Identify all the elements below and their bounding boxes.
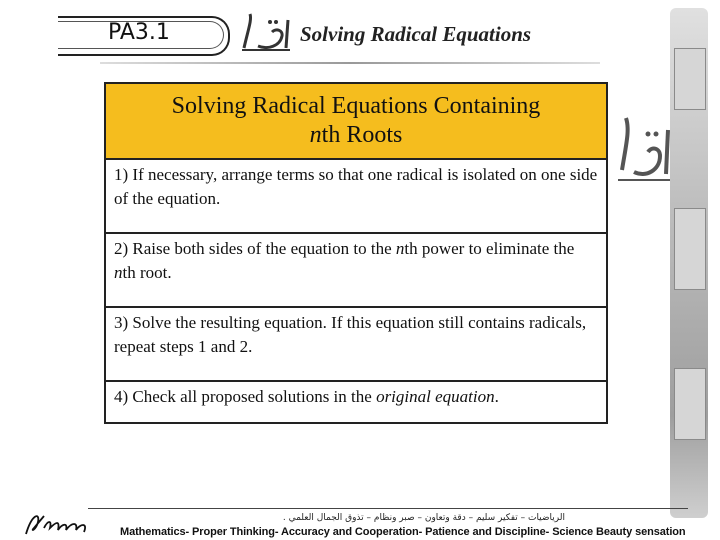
heading-line2 (106, 121, 606, 150)
step-row (106, 308, 606, 382)
footer-arabic-text: الرياضيات – تفكير سليم – دقة وتعاون – صبر ونظام – تذوق الجمال العلمي . (282, 513, 565, 523)
steps-panel (104, 82, 608, 424)
footer-english-text: Mathematics- Proper Thinking- Accuracy and Cooperation- Patience and Discipline- Science Beauty sensation (120, 526, 686, 538)
heading-line2-rest: th Roots (321, 122, 403, 148)
panel-heading (106, 84, 606, 160)
footer-divider (88, 508, 688, 509)
page-title: Solving Radical Equations (300, 22, 532, 46)
step-4-text: 4) Check all proposed solutions in the original equation. (114, 387, 499, 406)
step-3-text: 3) Solve the resulting equation. If this equation still contains radicals, repeat steps 1 and 2. (114, 313, 587, 356)
lesson-code: PA3.1 (108, 20, 170, 45)
strip-block (674, 208, 706, 290)
strip-block (674, 368, 706, 440)
heading-italic-n: n (309, 122, 322, 148)
step-row (106, 382, 606, 422)
iqra-calligraphy-logo-icon (612, 100, 672, 190)
header-divider (100, 62, 600, 64)
step-row (106, 160, 606, 234)
strip-block (674, 48, 706, 110)
heading-line1: Solving Radical Equations Containing (171, 93, 541, 119)
iqra-calligraphy-logo-icon (238, 10, 294, 54)
step-row (106, 234, 606, 308)
step-2-text: 2) Raise both sides of the equation to the nth power to eliminate the nth root. (114, 239, 575, 282)
signature-icon (22, 508, 122, 540)
side-decoration-strip (670, 8, 708, 518)
step-1-text: 1) If necessary, arrange terms so that one radical is isolated on one side of the equation. (114, 165, 598, 208)
